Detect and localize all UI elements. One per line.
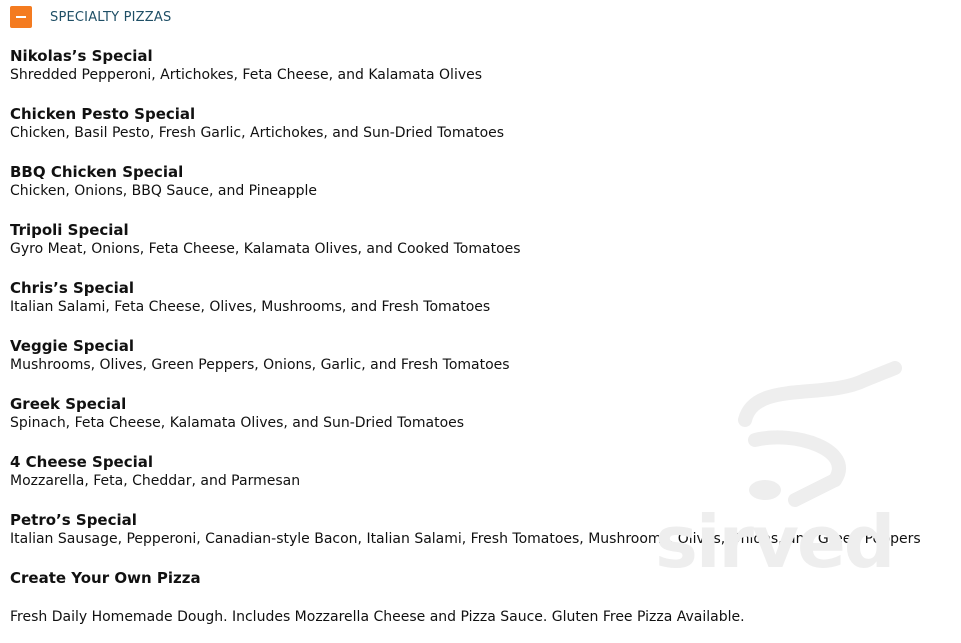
menu-item-name: 4 Cheese Special — [10, 453, 154, 471]
section-title: SPECIALTY PIZZAS — [50, 9, 172, 25]
menu-item-name: Chris’s Special — [10, 279, 135, 297]
menu-item — [10, 395, 940, 453]
menu-item-name: Greek Special — [10, 395, 127, 413]
watermark-text: sirved — [655, 500, 894, 584]
menu-item-list — [10, 47, 940, 569]
menu-item — [10, 163, 940, 221]
menu-item-name: Veggie Special — [10, 337, 134, 355]
menu-item-description: Chicken, Basil Pesto, Fresh Garlic, Artichokes, and Sun-Dried Tomatoes — [10, 125, 505, 141]
menu-item — [10, 279, 940, 337]
menu-item — [10, 453, 940, 511]
section-header — [10, 6, 171, 28]
menu-item-description: Italian Sausage, Pepperoni, Canadian-style Bacon, Italian Salami, Fresh Tomatoes, Mushrooms, Olives, Onions, and Green Peppers — [10, 531, 921, 547]
minus-icon — [16, 16, 26, 18]
menu-item-description: Spinach, Feta Cheese, Kalamata Olives, and Sun-Dried Tomatoes — [10, 415, 465, 431]
create-your-own-title: Create Your Own Pizza — [10, 569, 201, 587]
menu-item — [10, 511, 940, 569]
menu-item-description: Italian Salami, Feta Cheese, Olives, Mushrooms, and Fresh Tomatoes — [10, 299, 491, 315]
menu-item-name: Chicken Pesto Special — [10, 105, 196, 123]
menu-item-description: Shredded Pepperoni, Artichokes, Feta Cheese, and Kalamata Olives — [10, 67, 483, 83]
menu-item-name: Nikolas’s Special — [10, 47, 153, 65]
collapse-toggle-button[interactable] — [10, 6, 32, 28]
menu-item — [10, 105, 940, 163]
menu-item-name: Tripoli Special — [10, 221, 129, 239]
menu-item-description: Chicken, Onions, BBQ Sauce, and Pineapple — [10, 183, 318, 199]
menu-item-name: Petro’s Special — [10, 511, 137, 529]
menu-item-description: Mushrooms, Olives, Green Peppers, Onions, Garlic, and Fresh Tomatoes — [10, 357, 510, 373]
menu-item — [10, 337, 940, 395]
menu-item-name: BBQ Chicken Special — [10, 163, 184, 181]
menu-item — [10, 47, 940, 105]
menu-item-description: Gyro Meat, Onions, Feta Cheese, Kalamata Olives, and Cooked Tomatoes — [10, 241, 521, 257]
menu-item-description: Mozzarella, Feta, Cheddar, and Parmesan — [10, 473, 301, 489]
create-your-own-note: Fresh Daily Homemade Dough. Includes Mozzarella Cheese and Pizza Sauce. Gluten Free Pizza Available. — [10, 609, 745, 625]
menu-item — [10, 221, 940, 279]
